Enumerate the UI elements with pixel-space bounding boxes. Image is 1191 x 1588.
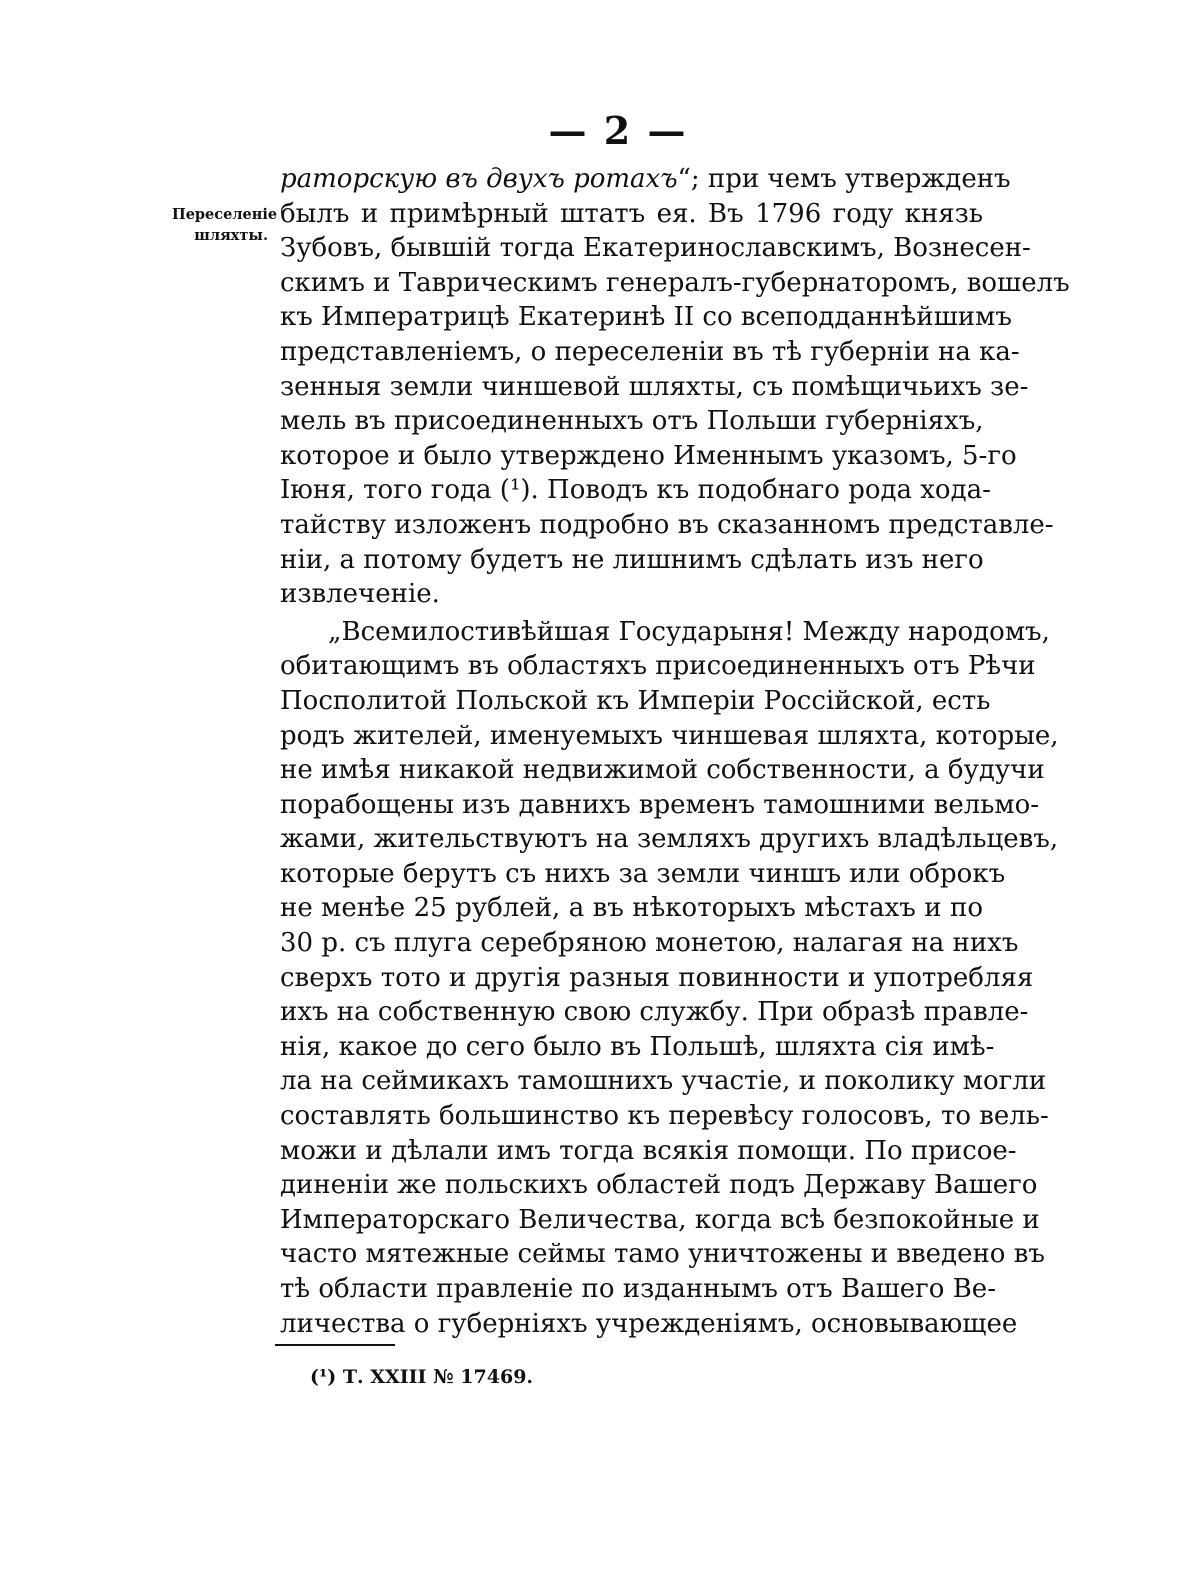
text-line: былъ и примѣрный штатъ ея. Въ 1796 году князь — [280, 198, 983, 229]
text-line: не имѣя никакой недвижимой собственности, а будучи — [280, 755, 1045, 786]
body-text — [280, 162, 1070, 1341]
text-line: тѣ области правленіе по изданнымъ отъ Вашего Ве- — [280, 1274, 996, 1304]
text-line: обитающимъ въ областяхъ присоединенныхъ отъ Рѣчи — [280, 651, 1036, 682]
margin-note — [172, 204, 278, 246]
text-line: ла на сеймикахъ тамошнихъ участіе, и поколику могли — [280, 1066, 1047, 1097]
text-line: скимъ и Таврическимъ генералъ-губернаторомъ, вошелъ — [280, 267, 1070, 298]
text-line: 30 р. съ плуга серебряною монетою, налагая на нихъ — [280, 928, 1019, 959]
text-line: ихъ на собственную свою службу. При образѣ правле- — [280, 997, 1029, 1028]
text-italic: раторскую въ двухъ ротахъ — [280, 164, 678, 194]
text-line: часто мятежные сеймы тамо уничтожены и введено въ — [280, 1239, 1045, 1270]
page-number: — 2 — — [548, 108, 688, 153]
text-line: порабощены изъ давнихъ временъ тамошними вельмо- — [280, 789, 1040, 820]
text-line: сверхъ тото и другія разныя повинности и употребляя — [280, 962, 1034, 993]
text-line: Императорскаго Величества, когда всѣ безпокойные и — [280, 1204, 1040, 1235]
text-line: мель въ присоединенныхъ отъ Польши губерніяхъ, — [280, 406, 984, 437]
text-line: Іюня, того года (¹). Поводъ къ подобнаго рода хода- — [280, 475, 991, 506]
text-line: тайству изложенъ подробно въ сказанномъ представле- — [280, 509, 1054, 540]
text-line: „Всемилостивѣйшая Государыня! Между народомъ, — [328, 616, 1050, 647]
text-span: “; при чемъ утвержденъ — [677, 164, 1011, 194]
text-line: ніи, а потому будетъ не лишнимъ сдѣлать изъ него — [280, 544, 984, 575]
text-line: диненіи же польскихъ областей подъ Державу Вашего — [280, 1170, 1038, 1201]
footnote-rule — [275, 1344, 395, 1346]
text-line: которое и было утверждено Именнымъ указомъ, 5-го — [280, 440, 1017, 471]
margin-note-line: Переселеніе — [172, 206, 278, 223]
text-line: нія, какое до сего было въ Польшѣ, шляхта сія имѣ- — [280, 1031, 995, 1062]
text-line: Зубовъ, бывшій тогда Екатеринославскимъ, Вознесен- — [280, 233, 1031, 264]
text-line: личества о губерніяхъ учрежденіямъ, основывающее — [280, 1308, 1018, 1339]
text-line: не менѣе 25 рублей, а въ нѣкоторыхъ мѣстахъ и по — [280, 893, 983, 924]
text-line: которые берутъ съ нихъ за земли чиншъ или оброкъ — [280, 858, 1006, 889]
text-line: извлеченіе. — [280, 579, 440, 610]
text-line: составлять большинство къ перевѣсу голосовъ, то вель- — [280, 1101, 1049, 1132]
text-line: представленіемъ, о переселеніи въ тѣ губерніи на ка- — [280, 336, 1020, 367]
text-line — [280, 162, 1011, 197]
margin-note-line: шляхты. — [194, 227, 268, 244]
text-line: можи и дѣлали имъ тогда всякія помощи. По присое- — [280, 1135, 1017, 1166]
footnote: (¹) Т. XXIII № 17469. — [310, 1366, 534, 1388]
text-line: къ Императрицѣ Екатеринѣ II со всеподданнѣйшимъ — [280, 302, 1012, 333]
text-line: жами, жительствуютъ на земляхъ другихъ владѣльцевъ, — [280, 824, 1059, 855]
text-line: зенныя земли чиншевой шляхты, съ помѣщичьихъ зе- — [280, 371, 1029, 402]
text-line: Посполитой Польской къ Имперіи Россійской, есть — [280, 685, 991, 716]
text-line: родъ жителей, именуемыхъ чиншевая шляхта, которые, — [280, 720, 1059, 751]
